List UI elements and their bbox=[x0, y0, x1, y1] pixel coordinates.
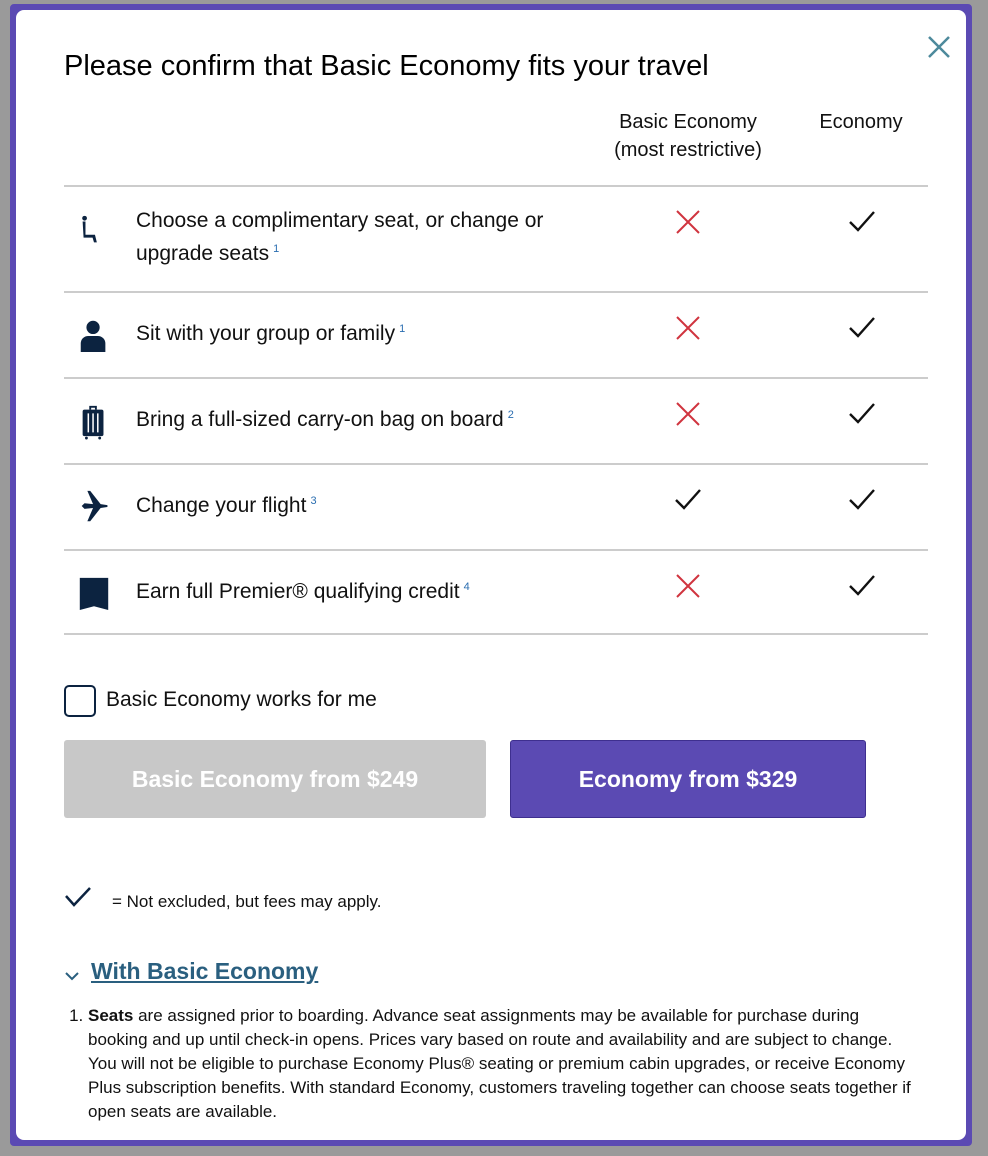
footnote-ref[interactable]: 3 bbox=[310, 495, 317, 507]
bookmark-icon bbox=[76, 573, 112, 613]
x-icon bbox=[673, 571, 703, 601]
check-icon bbox=[847, 207, 877, 237]
check-icon bbox=[673, 485, 703, 515]
airplane-icon bbox=[76, 487, 112, 527]
with-basic-economy-toggle[interactable]: With Basic Economy bbox=[91, 958, 319, 984]
row-label bbox=[136, 315, 576, 348]
check-icon bbox=[847, 313, 877, 343]
table-row bbox=[64, 377, 928, 463]
check-icon bbox=[64, 886, 92, 910]
footnote-item bbox=[88, 1004, 918, 1124]
row-label-text: Earn full Premier® qualifying credit bbox=[136, 580, 460, 603]
row-label-text: Bring a full-sized carry-on bag on board bbox=[136, 408, 504, 431]
basic-economy-checkbox[interactable] bbox=[64, 685, 96, 717]
confirm-basic-economy-modal bbox=[10, 4, 972, 1146]
column-subtitle: (most restrictive) bbox=[614, 139, 762, 161]
footnote-heading: Seats bbox=[88, 1006, 134, 1025]
x-icon bbox=[673, 207, 703, 237]
person-icon bbox=[76, 315, 112, 355]
row-label-text: Choose a complimentary seat, or change or upgrade seats bbox=[136, 209, 544, 265]
footnote-ref[interactable]: 1 bbox=[399, 323, 406, 335]
row-label bbox=[136, 573, 576, 606]
footnote-text: are assigned prior to boarding. Advance seat assignments may be available for purchase during booking and up until check-in opens. Prices vary based on route and availability and are subject to change. You will not be eligible to purchase Economy Plus® seating or premium cabin upgrades, or receive Economy Plus subscription benefits. With standard Economy, customers traveling together can choose seats together if open seats are available. bbox=[88, 1006, 911, 1121]
luggage-icon bbox=[76, 401, 112, 441]
x-icon bbox=[673, 313, 703, 343]
seat-icon bbox=[76, 211, 112, 251]
column-header-economy bbox=[766, 108, 956, 136]
table-row bbox=[64, 549, 928, 635]
row-label bbox=[136, 487, 576, 520]
row-label-text: Change your flight bbox=[136, 494, 307, 517]
row-label-text: Sit with your group or family bbox=[136, 322, 396, 345]
x-icon bbox=[673, 399, 703, 429]
footnote-ref[interactable]: 2 bbox=[507, 409, 514, 421]
chevron-down-icon[interactable] bbox=[64, 970, 80, 982]
check-icon bbox=[847, 399, 877, 429]
basic-economy-button[interactable]: Basic Economy from $249 bbox=[64, 740, 486, 818]
economy-button[interactable]: Economy from $329 bbox=[510, 740, 866, 818]
legend-text: = Not excluded, but fees may apply. bbox=[112, 892, 382, 911]
check-icon bbox=[847, 485, 877, 515]
column-header-basic bbox=[593, 108, 783, 164]
table-row bbox=[64, 291, 928, 377]
column-title: Economy bbox=[819, 111, 903, 133]
close-icon[interactable] bbox=[924, 32, 954, 62]
row-label bbox=[136, 401, 576, 434]
footnotes-list bbox=[64, 1004, 918, 1124]
column-title: Basic Economy bbox=[619, 111, 757, 133]
checkbox-label[interactable]: Basic Economy works for me bbox=[106, 688, 377, 711]
row-label bbox=[136, 207, 576, 268]
footnote-ref[interactable]: 1 bbox=[273, 243, 280, 255]
comparison-table bbox=[64, 185, 928, 635]
modal-title: Please confirm that Basic Economy fits your travel bbox=[64, 50, 709, 82]
check-icon bbox=[847, 571, 877, 601]
footnote-ref[interactable]: 4 bbox=[463, 581, 470, 593]
table-row bbox=[64, 463, 928, 549]
table-row bbox=[64, 185, 928, 291]
